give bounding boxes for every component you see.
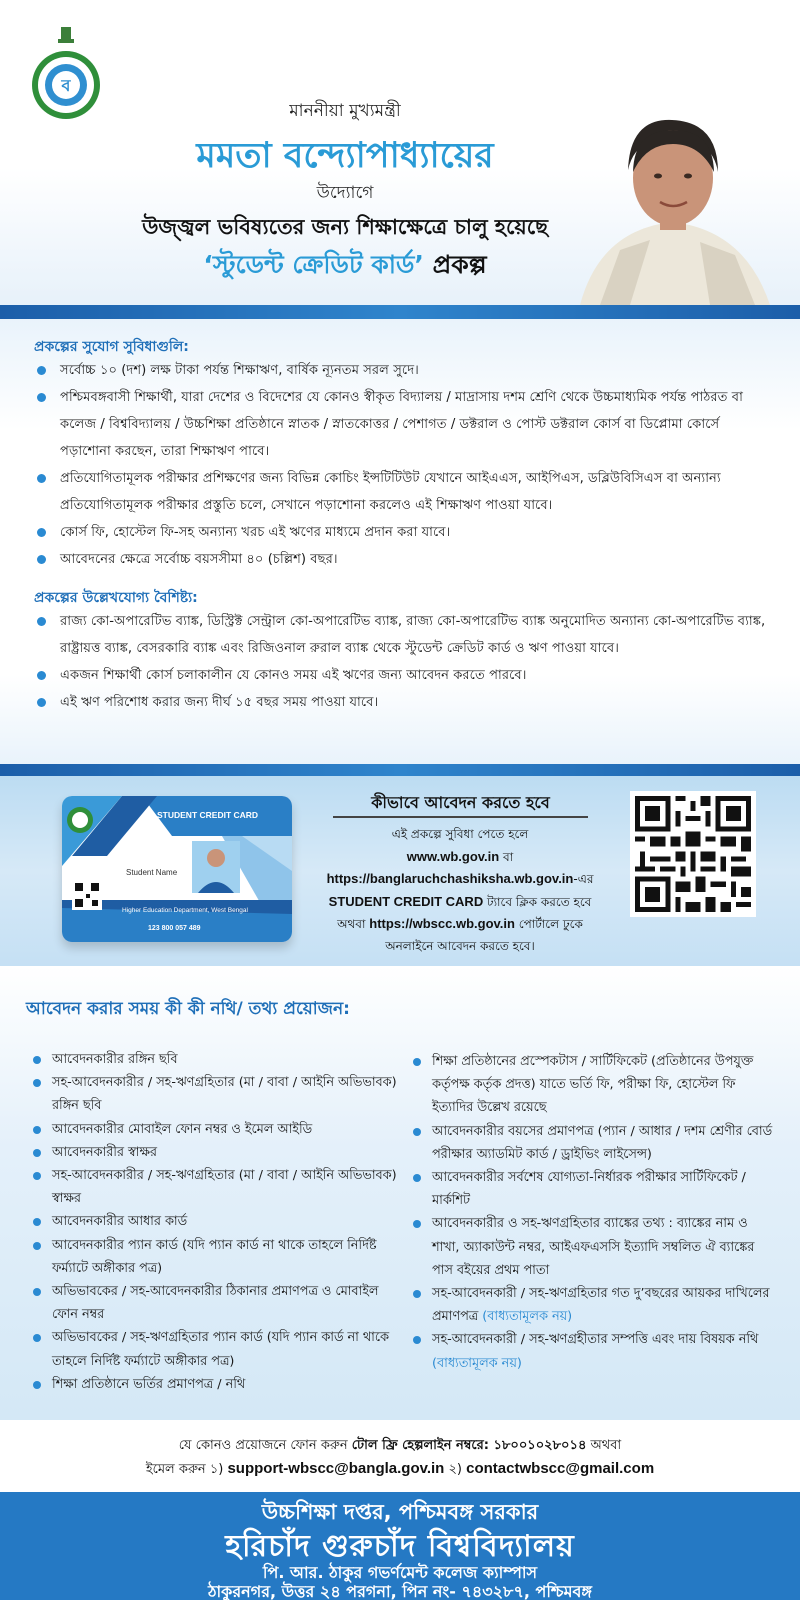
list-item: প্রতিযোগিতামূলক পরীক্ষার প্রশিক্ষণের জন্য বিভিন্ন কোচিং ইন্সটিটিউট যেখানে আইএএস, আইপিএস, ডব্লিউবিসিএস বা অন্যান্য প্রতিযোগিতামূলক পরীক্ষার প্রস্তুতি চলে, সেখানে পড়াশোনা করলেও এই শিক্ষাঋণ পাওয়া যাবে। [34,465,774,519]
list-item: আবেদনকারীর মোবাইল ফোন নম্বর ও ইমেল আইডি [28,1118,408,1141]
header-cm-name: মমতা বন্দ্যোপাধ্যায়ের [196,136,494,176]
apply-line: এই প্রকল্পে সুবিধা পেতে হলে [391,827,529,841]
list-item [408,1328,778,1374]
benefits-section [0,319,800,764]
contact-text: ২) [444,1462,467,1477]
doc-text: সহ-আবেদনকারী / সহ-ঋণগ্রহিতার গত দু’বছরের আয়কর দাখিলের প্রমাণপত্র [432,1286,770,1325]
list-item: অভিভাবকের / সহ-ঋণগ্রহিতার প্যান কার্ড (যদি প্যান কার্ড না থাকে তাহলে নির্দিষ্ট ফর্ম্যাটে অঙ্গীকার পত্র) [28,1326,408,1372]
apply-text-fragment: অথবা [337,917,370,931]
documents-section [0,966,800,1420]
apply-underline [333,816,588,818]
apply-line [305,868,615,891]
documents-heading: আবেদন করার সময় কী কী নথি/ তথ্য প্রয়োজন: [26,999,350,1019]
documents-right-list [408,1050,778,1375]
scc-tab-label: STUDENT CREDIT CARD [328,893,484,909]
header-line3: উদ্যোগে [316,183,374,203]
card-title: STUDENT CREDIT CARD [157,810,259,820]
footer-university: হরিচাঁদ গুরুচাঁদ বিশ্ববিদ্যালয় [225,1529,575,1564]
apply-heading: কীভাবে আবেদন করতে হবে [371,793,550,812]
list-item: পশ্চিমবঙ্গবাসী শিক্ষার্থী, যারা দেশের ও বিদেশের যে কোনও স্বীকৃত বিদ্যালয় / মাদ্রাসায় দশম শ্রেণি থেকে উচ্চমাধ্যমিক পর্যন্ত পাঠরত বা কলেজ / বিশ্ববিদ্যালয় / উচ্চশিক্ষা প্রতিষ্ঠানে স্নাতক / স্নাতকোত্তর / পেশাগত / ডক্টরাল ও পোস্ট ডক্টরাল কোর্স বা ডিপ্লোমা কোর্সে পড়াশোনা করছেন, তারা শিক্ষাঋণ পাবে। [34,384,774,465]
contact-section [0,1420,800,1492]
list-item: আবেদনকারীর প্যান কার্ড (যদি প্যান কার্ড না থাকে তাহলে নির্দিষ্ট ফর্ম্যাটে অঙ্গীকার পত্র) [28,1234,408,1280]
optional-note: (বাধ্যতামূলক নয়) [482,1309,573,1325]
header-scheme [110,245,580,288]
svg-text:ব: ব [61,76,71,95]
apply-text-fragment: ট্যাবে ক্লিক করতে হবে [483,894,592,909]
list-item: রাজ্য কো-অপারেটিভ ব্যাঙ্ক, ডিস্ট্রিক্ট সেন্ট্রাল কো-অপারেটিভ ব্যাঙ্ক, রাজ্য কো-অপারেটিভ ব্যাঙ্ক অনুমোদিত অন্যান্য কো-অপারেটিভ ব্যাঙ্ক, রাষ্ট্রায়ত্ত ব্যাঙ্ক, বেসরকারি ব্যাঙ্ক এবং রিজিওনাল রুরাল ব্যাঙ্ক থেকে স্টুডেন্ট ক্রেডিট কার্ড ও ঋণ পাওয়া যাবে। [34,608,774,662]
list-item: আবেদনকারীর বয়সের প্রমাণপত্র (প্যান / আধার / দশম শ্রেণীর বোর্ড পরীক্ষার অ্যাডমিট কার্ড / ড্রাইভিং লাইসেন্স) [408,1120,778,1166]
portrait-icon [560,110,785,305]
scheme-name: ‘স্টুডেন্ট ক্রেডিট কার্ড’ [203,250,424,279]
list-item: সহ-আবেদনকারীর / সহ-ঋণগ্রহিতার (মা / বাবা / আইনি অভিভাবক) স্বাক্ষর [28,1164,408,1210]
card-student-name: Student Name [126,868,178,877]
contact-text: যে কোনও প্রয়োজনে ফোন করুন [178,1438,352,1453]
contact-email-link[interactable]: contactwbscc@gmail.com [466,1460,655,1477]
footer [0,1492,800,1600]
features-heading: প্রকল্পের উল্লেখযোগ্য বৈশিষ্ট্য: [34,590,198,606]
helpline-line [0,1436,800,1457]
list-item: সহ-আবেদনকারীর / সহ-ঋণগ্রহিতার (মা / বাবা / আইনি অভিভাবক) রঙ্গিন ছবি [28,1071,408,1117]
apply-text-fragment: বা [499,849,514,864]
card-department: Higher Education Department, West Bengal [122,907,248,914]
benefits-list [34,357,774,573]
apply-line: অনলাইনে আবেদন করতে হবে। [385,938,535,953]
list-item: আবেদনকারীর রঙ্গিন ছবি [28,1048,408,1071]
apply-instructions [305,824,615,957]
list-item: আবেদনের ক্ষেত্রে সর্বোচ্চ বয়সসীমা ৪০ (চল্লিশ) বছর। [34,546,774,573]
features-list [34,608,774,716]
apply-line [305,891,615,914]
optional-note: (বাধ্যতামূলক নয়) [432,1355,522,1371]
divider-band [0,305,800,319]
wbscc-portal-link[interactable]: https://wbscc.wb.gov.in [369,916,515,931]
qr-code-icon [630,791,756,917]
apply-text-fragment: -এর [573,872,594,886]
list-item: আবেদনকারীর আধার কার্ড [28,1210,408,1233]
how-to-apply-section [0,776,800,966]
list-item: একজন শিক্ষার্থী কোর্স চলাকালীন যে কোনও সময় এই ঋণের জন্য আবেদন করতে পারবে। [34,662,774,689]
apply-line [305,913,615,936]
header [0,0,800,305]
email-line [0,1460,800,1481]
doc-text: সহ-আবেদনকারী / সহ-ঋণগ্রহীতার সম্পত্তি এবং দায় বিষয়ক নথি [432,1332,759,1348]
support-email-link[interactable]: support-wbscc@bangla.gov.in [227,1460,445,1477]
list-item: শিক্ষা প্রতিষ্ঠানে ভর্তির প্রমাণপত্র / নথি [28,1373,408,1396]
emblem-icon [30,25,102,125]
footer-department: উচ্চশিক্ষা দপ্তর, পশ্চিমবঙ্গ সরকার [261,1500,539,1524]
apply-text-fragment: পোর্টালে ঢুকে [514,917,583,931]
list-item: সর্বোচ্চ ১০ (দশ) লক্ষ টাকা পর্যন্ত শিক্ষাঋণ, বার্ষিক ন্যূনতম সরল সুদে। [34,357,774,384]
helpline-number: টোল ফ্রি হেল্পলাইন নম্বরে: ১৮০০১০২৮০১৪ [351,1438,587,1453]
apply-line [305,846,615,869]
contact-text: অথবা [586,1438,622,1453]
list-item: কোর্স ফি, হোস্টেল ফি-সহ অন্যান্য খরচ এই ঋণের মাধ্যমে প্রদান করা যাবে। [34,519,774,546]
scheme-suffix: প্রকল্প [432,250,487,279]
wb-gov-link[interactable]: www.wb.gov.in [406,848,500,864]
list-item [408,1282,778,1328]
footer-address: ঠাকুরনগর, উত্তর ২৪ পরগনা, পিন নং- ৭৪৩২৮৭, পশ্চিমবঙ্গ [207,1582,593,1600]
list-item: শিক্ষা প্রতিষ্ঠানের প্রস্পেকটাস / সার্টিফিকেট (প্রতিষ্ঠানের উপযুক্ত কর্তৃপক্ষ কর্তৃক প্রদত্ত) যাতে ভর্তি ফি, পরীক্ষা ফি, হোস্টেল ফি ইত্যাদির উল্লেখ রয়েছে [408,1050,778,1120]
list-item: আবেদনকারীর সর্বশেষ যোগ্যতা-নির্ধারক পরীক্ষার সার্টিফিকেট / মার্কশিট [408,1166,778,1212]
contact-text: ইমেল করুন ১) [145,1462,228,1477]
list-item: এই ঋণ পরিশোধ করার জন্য দীর্ঘ ১৫ বছর সময় পাওয়া যাবে। [34,689,774,716]
banglaruchchashiksha-link[interactable]: https://banglaruchchashiksha.wb.gov.in [326,871,574,886]
header-line4: উজ্জ্বল ভবিষ্যতের জন্য শিক্ষাক্ষেত্রে চালু হয়েছে [142,215,548,239]
card-number: 123 800 057 489 [148,925,201,932]
list-item: অভিভাবকের / সহ-আবেদনকারীর ঠিকানার প্রমাণপত্র ও মোবাইল ফোন নম্বর [28,1280,408,1326]
documents-left-list [28,1048,408,1396]
header-line1: মাননীয়া মুখ্যমন্ত্রী [289,101,401,121]
student-credit-card [62,796,292,942]
divider-band [0,764,800,776]
list-item: আবেদনকারীর স্বাক্ষর [28,1141,408,1164]
benefits-heading: প্রকল্পের সুযোগ সুবিধাগুলি: [34,339,189,355]
footer-campus: পি. আর. ঠাকুর গভর্ণমেন্ট কলেজ ক্যাম্পাস [262,1563,538,1582]
list-item: আবেদনকারীর ও সহ-ঋণগ্রহিতার ব্যাঙ্কের তথ্য : ব্যাঙ্কের নাম ও শাখা, অ্যাকাউন্ট নম্বর, আইএফএসসি ইত্যাদি সম্বলিত ঐ ব্যাঙ্কের পাস বইয়ের প্রথম পাতা [408,1212,778,1282]
